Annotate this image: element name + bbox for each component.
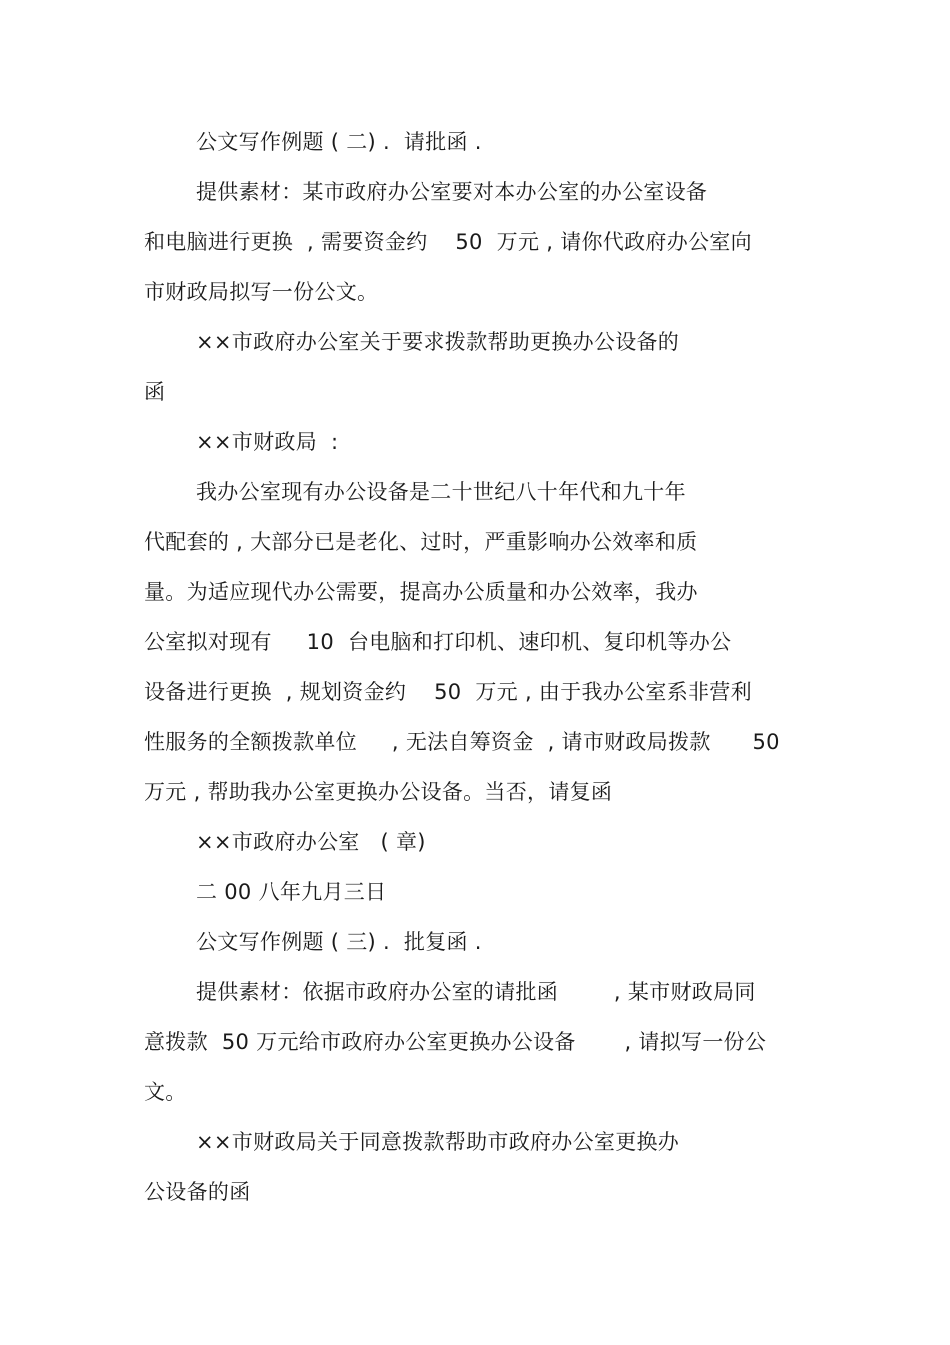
material-3-line-1: 提供素材：依据市政府办公室的请批函 , 某市财政局同 — [196, 980, 756, 1004]
letter-1-body-line-3: 量。为适应现代办公需要，提高办公质量和办公效率，我办 — [144, 580, 698, 604]
letter-1-body-line-7: 万元 , 帮助我办公室更换办公设备。当否，请复函 — [144, 780, 613, 804]
material-2-line-1: 提供素材：某市政府办公室要对本办公室的办公室设备 — [196, 180, 708, 204]
example-3-heading: 公文写作例题 ( 三) . 批复函 . — [196, 930, 482, 954]
letter-1-addressee: ××市财政局 : — [196, 430, 339, 454]
letter-1-body-line-6: 性服务的全额拨款单位 , 无法自筹资金 , 请市财政局拨款 50 — [144, 730, 780, 754]
letter-1-body-line-4: 公室拟对现有 10 台电脑和打印机、速印机、复印机等办公 — [144, 630, 732, 654]
letter-1-body-line-2: 代配套的 , 大部分已是老化、过时，严重影响办公效率和质 — [144, 530, 698, 554]
letter-2-title-line-1: ××市财政局关于同意拨款帮助市政府办公室更换办 — [196, 1130, 680, 1154]
letter-1-signature: ××市政府办公室 ( 章) — [196, 830, 426, 854]
letter-1-title-line-1: ××市政府办公室关于要求拨款帮助更换办公设备的 — [196, 330, 680, 354]
letter-1-title-line-2: 函 — [144, 380, 166, 404]
letter-1-body-line-5: 设备进行更换 , 规划资金约 50 万元 , 由于我办公室系非营利 — [144, 680, 752, 704]
material-3-line-2: 意拨款 50 万元给市政府办公室更换办公设备 , 请拟写一份公 — [144, 1030, 767, 1054]
letter-1-date: 二 00 八年九月三日 — [196, 880, 387, 904]
material-3-line-3: 文。 — [144, 1080, 187, 1104]
material-2-line-3: 市财政局拟写一份公文。 — [144, 280, 379, 304]
example-2-heading: 公文写作例题 ( 二) . 请批函 . — [196, 130, 482, 154]
letter-2-title-line-2: 公设备的函 — [144, 1180, 251, 1204]
material-2-line-2: 和电脑进行更换 , 需要资金约 50 万元 , 请你代政府办公室向 — [144, 230, 752, 254]
letter-1-body-line-1: 我办公室现有办公设备是二十世纪八十年代和九十年 — [196, 480, 686, 504]
